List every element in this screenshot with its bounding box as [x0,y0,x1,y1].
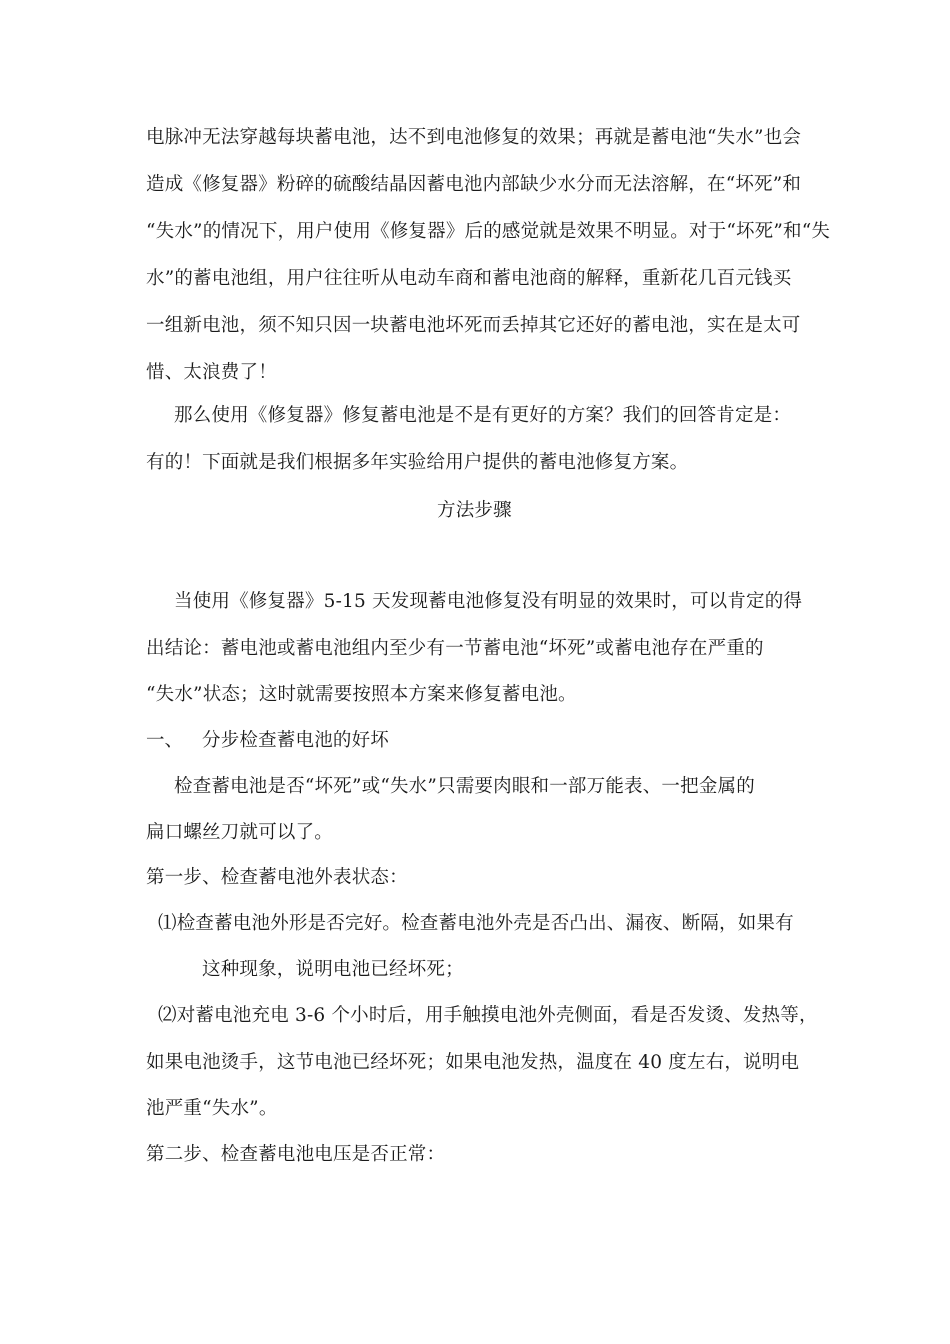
paragraph-1-line-3: “失水”的情况下，用户使用《修复器》后的感觉就是效果不明显。对于“坏死”和“失 [146,221,831,242]
step-2-heading: 第二步、检查蓄电池电压是否正常： [146,1144,446,1165]
paragraph-3-line-3: “失水”状态；这时就需要按照本方案来修复蓄电池。 [146,684,577,705]
paragraph-1-line-6: 惜、太浪费了！ [146,362,277,383]
paragraph-1-line-4: 水”的蓄电池组，用户往往听从电动车商和蓄电池商的解释，重新花几百元钱买 [146,268,792,289]
item-1-line-1: ⑴检查蓄电池外形是否完好。检查蓄电池外壳是否凸出、漏夜、断隔，如果有 [158,913,794,934]
item-2-line-3: 池严重“失水”。 [146,1098,278,1119]
paragraph-3-line-2: 出结论：蓄电池或蓄电池组内至少有一节蓄电池“坏死”或蓄电池存在严重的 [146,638,764,659]
paragraph-1-line-1: 电脉冲无法穿越每块蓄电池，达不到电池修复的效果；再就是蓄电池“失水”也会 [146,127,802,148]
item-2-line-1: ⑵对蓄电池充电 3-6 个小时后，用手触摸电池外壳侧面，看是否发烫、发热等， [158,1005,818,1026]
paragraph-4-line-2: 扁口螺丝刀就可以了。 [146,822,334,843]
step-1-heading: 第一步、检查蓄电池外表状态： [146,867,408,888]
paragraph-1-line-2: 造成《修复器》粉碎的硫酸结晶因蓄电池内部缺少水分而无法溶解，在“坏死”和 [146,174,802,195]
item-2-line-2: 如果电池烫手，这节电池已经坏死；如果电池发热，温度在 40 度左右，说明电 [146,1052,800,1073]
section-title: 方法步骤 [437,500,512,521]
item-1-line-2: 这种现象，说明电池已经坏死； [202,959,464,980]
paragraph-2-line-2: 有的！下面就是我们根据多年实验给用户提供的蓄电池修复方案。 [146,452,689,473]
paragraph-2-line-1: 那么使用《修复器》修复蓄电池是不是有更好的方案？我们的回答肯定是： [174,405,792,426]
paragraph-3-line-1: 当使用《修复器》5-15 天发现蓄电池修复没有明显的效果时，可以肯定的得 [174,591,803,612]
paragraph-4-line-1: 检查蓄电池是否“坏死”或“失水”只需要肉眼和一部万能表、一把金属的 [174,776,755,797]
heading-1-text: 分步检查蓄电池的好坏 [202,730,390,751]
heading-1-number: 一、 [146,730,184,751]
paragraph-1-line-5: 一组新电池，须不知只因一块蓄电池坏死而丢掉其它还好的蓄电池，实在是太可 [146,315,801,336]
